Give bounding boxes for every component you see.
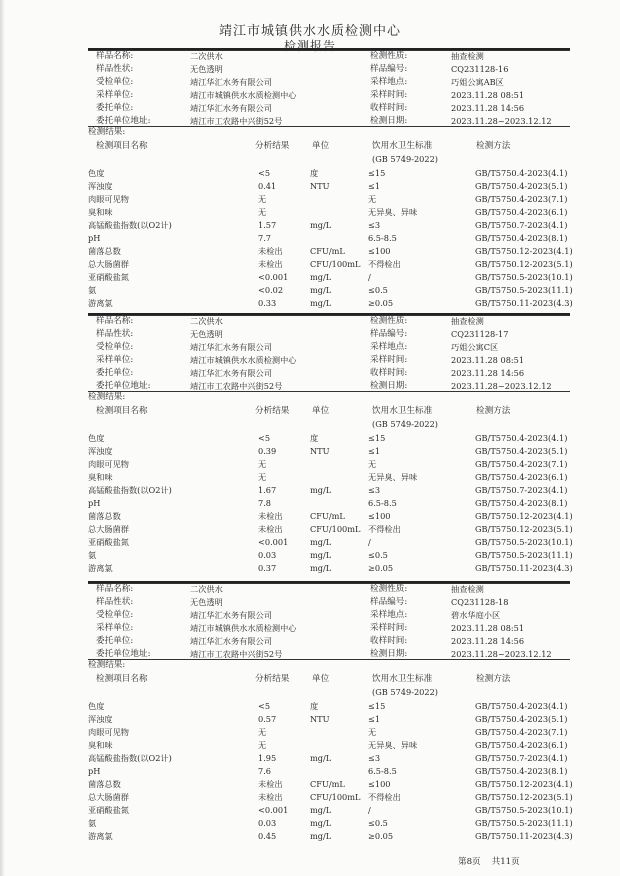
- table-row-unit: 度: [310, 168, 319, 178]
- table-row-method: GB/T5750.5-2023(10.1): [475, 805, 573, 815]
- table-row-standard: ≥0.05: [368, 831, 394, 841]
- results-label: 检测结果:: [88, 392, 126, 402]
- client-unit-value: 靖江华汇水务有限公司: [190, 368, 272, 378]
- test-date-value: 2023.11.28~2023.12.12: [451, 649, 552, 659]
- table-row-result: 0.57: [258, 714, 277, 724]
- table-row-item: 氨: [88, 550, 97, 560]
- table-row-method: GB/T5750.4-2023(8.1): [475, 233, 568, 243]
- table-row-result: 7.8: [258, 498, 272, 508]
- table-row-item: 高锰酸盐指数(以O2计): [88, 220, 172, 230]
- table-row-standard: ≤3: [368, 220, 381, 230]
- table-row-item: 总大肠菌群: [88, 792, 129, 802]
- sampling-unit-value: 靖江市城镇供水水质检测中心: [190, 355, 297, 365]
- table-row-method: GB/T5750.7-2023(4.1): [475, 753, 568, 763]
- col-header-result: 分析结果: [255, 141, 290, 151]
- test-date-value: 2023.11.28~2023.12.12: [451, 381, 552, 391]
- receive-time-value: 2023.11.28 14:56: [451, 368, 525, 378]
- meta-label-sampling-unit: 采样单位:: [96, 623, 134, 633]
- sample-nature-value: 无色透明: [190, 329, 223, 339]
- meta-label-sampling-location: 采样地点:: [370, 77, 408, 87]
- table-row-item: 色度: [88, 701, 105, 711]
- table-row-item: 肉眼可见物: [88, 194, 129, 204]
- table-row-method: GB/T5750.12-2023(4.1): [475, 511, 573, 521]
- table-row-standard: ≤0.5: [368, 818, 388, 828]
- sampling-time-value: 2023.11.28 08:51: [451, 623, 525, 633]
- sampling-time-value: 2023.11.28 08:51: [451, 355, 525, 365]
- sample-no-value: CQ231128-16: [451, 64, 509, 74]
- meta-label-test-date: 检测日期:: [370, 381, 408, 391]
- table-row-unit: CFU/100mL: [310, 792, 361, 802]
- table-row-unit: mg/L: [310, 550, 332, 560]
- page-number: 第8页: [458, 857, 481, 867]
- table-row-unit: CFU/100mL: [310, 524, 361, 534]
- table-row-standard: /: [368, 805, 371, 815]
- sampling-unit-value: 靖江市城镇供水水质检测中心: [190, 623, 297, 633]
- meta-label-sampling-location: 采样地点:: [370, 342, 408, 352]
- block-top-rule-inner: [88, 50, 570, 51]
- table-row-item: pH: [88, 766, 101, 776]
- table-row-method: GB/T5750.4-2023(6.1): [475, 207, 568, 217]
- table-row-standard: ≤100: [368, 779, 391, 789]
- table-row-result: 未检出: [258, 792, 283, 802]
- meta-label-sample-no: 样品编号:: [370, 64, 408, 74]
- table-row-result: 无: [258, 207, 267, 217]
- table-row-standard: 不得检出: [368, 792, 401, 802]
- col-header-standard: 饮用水卫生标准: [372, 674, 433, 684]
- table-row-method: GB/T5750.5-2023(10.1): [475, 537, 573, 547]
- table-row-unit: mg/L: [310, 831, 332, 841]
- meta-label-client-address: 委托单位地址:: [96, 116, 151, 126]
- meta-label-test-nature: 检测性质:: [370, 584, 408, 594]
- table-row-unit: mg/L: [310, 805, 332, 815]
- results-label: 检测结果:: [88, 127, 126, 137]
- table-row-standard: 无: [368, 727, 377, 737]
- table-row-result: 7.7: [258, 233, 272, 243]
- table-row-unit: mg/L: [310, 285, 332, 295]
- table-row-unit: NTU: [310, 446, 330, 456]
- results-divider: [88, 391, 570, 392]
- table-row-method: GB/T5750.7-2023(4.1): [475, 485, 568, 495]
- table-row-result: 无: [258, 727, 267, 737]
- table-row-standard: ≤15: [368, 433, 386, 443]
- table-row-standard: ≥0.05: [368, 563, 394, 573]
- scan-edge-shadow: [0, 0, 5, 876]
- receive-time-value: 2023.11.28 14:56: [451, 103, 525, 113]
- table-row-item: 游离氯: [88, 563, 113, 573]
- table-row-result: <5: [258, 168, 271, 178]
- table-row-method: GB/T5750.4-2023(8.1): [475, 766, 568, 776]
- table-row-unit: mg/L: [310, 272, 332, 282]
- table-row-item: 臭和味: [88, 207, 113, 217]
- meta-label-sampling-time: 采样时间:: [370, 90, 408, 100]
- table-row-standard: 无异臭、异味: [368, 207, 418, 217]
- table-row-unit: mg/L: [310, 563, 332, 573]
- results-divider: [88, 659, 570, 660]
- table-row-unit: mg/L: [310, 485, 332, 495]
- table-row-unit: CFU/mL: [310, 779, 345, 789]
- table-row-standard: ≤15: [368, 701, 386, 711]
- page-total: 共11页: [491, 857, 520, 867]
- table-row-method: GB/T5750.5-2023(11.1): [475, 818, 573, 828]
- client-address-value: 靖江市工农路中兴街52号: [190, 381, 283, 391]
- table-row-item: 亚硝酸盐氮: [88, 805, 129, 815]
- test-date-value: 2023.11.28~2023.12.12: [451, 116, 552, 126]
- table-row-result: 未检出: [258, 779, 283, 789]
- table-row-method: GB/T5750.5-2023(11.1): [475, 285, 573, 295]
- table-row-standard: ≥0.05: [368, 298, 394, 308]
- col-header-method: 检测方法: [476, 141, 511, 151]
- table-row-method: GB/T5750.4-2023(7.1): [475, 194, 568, 204]
- col-header-unit: 单位: [312, 141, 330, 151]
- sampling-location-value: 巧姐公寓C区: [451, 342, 499, 352]
- col-header-standard: 饮用水卫生标准: [372, 406, 433, 416]
- test-nature-value: 抽查检测: [451, 316, 484, 326]
- table-row-result: 无: [258, 740, 267, 750]
- table-row-standard: ≤0.5: [368, 550, 388, 560]
- client-unit-value: 靖江华汇水务有限公司: [190, 103, 272, 113]
- meta-label-sample-name: 样品名称:: [96, 584, 134, 594]
- client-address-value: 靖江市工农路中兴街52号: [190, 649, 283, 659]
- table-row-method: GB/T5750.12-2023(4.1): [475, 779, 573, 789]
- table-row-result: <0.001: [258, 805, 289, 815]
- table-row-item: 高锰酸盐指数(以O2计): [88, 485, 172, 495]
- table-row-standard: 无: [368, 194, 377, 204]
- test-nature-value: 抽查检测: [451, 584, 484, 594]
- meta-label-receive-time: 收样时间:: [370, 368, 408, 378]
- table-row-method: GB/T5750.11-2023(4.3): [475, 831, 573, 841]
- client-unit-value: 靖江华汇水务有限公司: [190, 636, 272, 646]
- table-row-item: 臭和味: [88, 740, 113, 750]
- receive-time-value: 2023.11.28 14:56: [451, 636, 525, 646]
- client-address-value: 靖江市工农路中兴街52号: [190, 116, 283, 126]
- meta-label-inspected-unit: 受检单位:: [96, 77, 134, 87]
- sampling-unit-value: 靖江市城镇供水水质检测中心: [190, 90, 297, 100]
- col-header-unit: 单位: [312, 674, 330, 684]
- meta-label-sampling-unit: 采样单位:: [96, 90, 134, 100]
- meta-label-client-address: 委托单位地址:: [96, 381, 151, 391]
- results-label: 检测结果:: [88, 660, 126, 670]
- test-nature-value: 抽查检测: [451, 51, 484, 61]
- meta-label-test-nature: 检测性质:: [370, 51, 408, 61]
- table-row-standard: 无异臭、异味: [368, 740, 418, 750]
- meta-label-inspected-unit: 受检单位:: [96, 610, 134, 620]
- table-row-method: GB/T5750.7-2023(4.1): [475, 220, 568, 230]
- col-header-result: 分析结果: [255, 674, 290, 684]
- table-row-unit: mg/L: [310, 537, 332, 547]
- meta-label-sample-name: 样品名称:: [96, 51, 134, 61]
- table-row-unit: CFU/100mL: [310, 259, 361, 269]
- meta-label-receive-time: 收样时间:: [370, 636, 408, 646]
- table-row-item: pH: [88, 498, 101, 508]
- meta-label-sample-name: 样品名称:: [96, 316, 134, 326]
- table-row-standard: ≤1: [368, 714, 381, 724]
- table-row-standard: 无异臭、异味: [368, 472, 418, 482]
- table-row-standard: /: [368, 537, 371, 547]
- table-row-result: <0.001: [258, 272, 289, 282]
- table-row-method: GB/T5750.4-2023(4.1): [475, 701, 568, 711]
- table-row-standard: ≤0.5: [368, 285, 388, 295]
- sample-no-value: CQ231128-18: [451, 597, 509, 607]
- table-row-item: 菌落总数: [88, 246, 121, 256]
- table-row-standard: 6.5-8.5: [368, 766, 397, 776]
- table-row-item: 氨: [88, 285, 97, 295]
- col-header-standard-code: (GB 5749-2022): [372, 154, 438, 164]
- table-row-standard: ≤3: [368, 753, 381, 763]
- table-row-standard: 不得检出: [368, 524, 401, 534]
- table-row-method: GB/T5750.4-2023(6.1): [475, 740, 568, 750]
- meta-label-client-address: 委托单位地址:: [96, 649, 151, 659]
- table-row-result: 0.41: [258, 181, 277, 191]
- report-title: 检测报告: [283, 39, 336, 53]
- sampling-location-value: 碧水华庭小区: [451, 610, 501, 620]
- table-row-unit: mg/L: [310, 220, 332, 230]
- results-divider: [88, 126, 570, 127]
- table-row-item: 亚硝酸盐氮: [88, 272, 129, 282]
- meta-label-sample-nature: 样品性状:: [96, 64, 134, 74]
- table-row-method: GB/T5750.4-2023(5.1): [475, 714, 568, 724]
- table-row-item: 肉眼可见物: [88, 459, 129, 469]
- page-footer: [458, 855, 520, 867]
- meta-label-client-unit: 委托单位:: [96, 636, 134, 646]
- table-row-method: GB/T5750.12-2023(5.1): [475, 524, 573, 534]
- table-row-item: 菌落总数: [88, 779, 121, 789]
- table-row-unit: NTU: [310, 181, 330, 191]
- meta-label-sample-no: 样品编号:: [370, 329, 408, 339]
- table-row-result: 未检出: [258, 246, 283, 256]
- meta-label-sampling-time: 采样时间:: [370, 355, 408, 365]
- table-row-method: GB/T5750.11-2023(4.3): [475, 563, 573, 573]
- sampling-time-value: 2023.11.28 08:51: [451, 90, 525, 100]
- table-row-item: 高锰酸盐指数(以O2计): [88, 753, 172, 763]
- col-header-standard-code: (GB 5749-2022): [372, 419, 438, 429]
- sample-no-value: CQ231128-17: [451, 329, 509, 339]
- table-row-method: GB/T5750.11-2023(4.3): [475, 298, 573, 308]
- table-row-standard: /: [368, 272, 371, 282]
- col-header-method: 检测方法: [476, 674, 511, 684]
- table-row-method: GB/T5750.4-2023(8.1): [475, 498, 568, 508]
- table-row-result: <0.02: [258, 285, 284, 295]
- table-row-result: 无: [258, 459, 267, 469]
- table-row-item: 浑浊度: [88, 181, 113, 191]
- table-row-item: 亚硝酸盐氮: [88, 537, 129, 547]
- sample-nature-value: 无色透明: [190, 64, 223, 74]
- table-row-item: 浑浊度: [88, 446, 113, 456]
- block-top-rule-inner: [88, 315, 570, 316]
- table-row-method: GB/T5750.12-2023(5.1): [475, 792, 573, 802]
- table-row-result: 0.03: [258, 818, 277, 828]
- table-row-item: 色度: [88, 433, 105, 443]
- lab-title: 靖江市城镇供水水质检测中心: [218, 24, 401, 39]
- table-row-standard: ≤1: [368, 446, 381, 456]
- table-row-method: GB/T5750.4-2023(7.1): [475, 727, 568, 737]
- meta-label-test-date: 检测日期:: [370, 649, 408, 659]
- meta-label-client-unit: 委托单位:: [96, 103, 134, 113]
- table-row-standard: 无: [368, 459, 377, 469]
- meta-label-receive-time: 收样时间:: [370, 103, 408, 113]
- table-row-item: 臭和味: [88, 472, 113, 482]
- table-row-method: GB/T5750.5-2023(10.1): [475, 272, 573, 282]
- table-row-result: <0.001: [258, 537, 289, 547]
- table-row-result: <5: [258, 701, 271, 711]
- sample-name-value: 二次供水: [190, 316, 223, 326]
- col-header-standard: 饮用水卫生标准: [372, 141, 433, 151]
- table-row-result: 无: [258, 194, 267, 204]
- table-row-method: GB/T5750.4-2023(6.1): [475, 472, 568, 482]
- table-row-standard: 6.5-8.5: [368, 233, 397, 243]
- table-row-unit: mg/L: [310, 753, 332, 763]
- table-row-item: 浑浊度: [88, 714, 113, 724]
- table-row-item: pH: [88, 233, 101, 243]
- table-row-standard: 6.5-8.5: [368, 498, 397, 508]
- table-row-method: GB/T5750.4-2023(5.1): [475, 446, 568, 456]
- col-header-item: 检测项目名称: [96, 674, 148, 684]
- table-row-standard: ≤100: [368, 511, 391, 521]
- table-row-result: 无: [258, 472, 267, 482]
- table-row-item: 游离氯: [88, 831, 113, 841]
- table-row-item: 总大肠菌群: [88, 524, 129, 534]
- table-row-result: <5: [258, 433, 271, 443]
- table-row-unit: CFU/mL: [310, 511, 345, 521]
- table-row-item: 总大肠菌群: [88, 259, 129, 269]
- inspected-unit-value: 靖江华汇水务有限公司: [190, 342, 272, 352]
- table-row-method: GB/T5750.4-2023(7.1): [475, 459, 568, 469]
- col-header-result: 分析结果: [255, 406, 290, 416]
- table-row-unit: mg/L: [310, 818, 332, 828]
- table-row-result: 1.95: [258, 753, 277, 763]
- table-row-item: 肉眼可见物: [88, 727, 129, 737]
- table-row-standard: ≤1: [368, 181, 381, 191]
- table-row-result: 0.33: [258, 298, 277, 308]
- table-row-standard: ≤100: [368, 246, 391, 256]
- meta-label-test-date: 检测日期:: [370, 116, 408, 126]
- meta-label-test-nature: 检测性质:: [370, 316, 408, 326]
- table-row-result: 未检出: [258, 259, 283, 269]
- table-row-method: GB/T5750.4-2023(4.1): [475, 433, 568, 443]
- col-header-item: 检测项目名称: [96, 406, 148, 416]
- table-row-unit: NTU: [310, 714, 330, 724]
- meta-label-sampling-location: 采样地点:: [370, 610, 408, 620]
- table-row-result: 0.45: [258, 831, 277, 841]
- block-top-rule-inner: [88, 583, 570, 584]
- table-row-method: GB/T5750.4-2023(5.1): [475, 181, 568, 191]
- table-row-result: 1.67: [258, 485, 277, 495]
- table-row-unit: 度: [310, 433, 319, 443]
- table-row-item: 菌落总数: [88, 511, 121, 521]
- meta-label-inspected-unit: 受检单位:: [96, 342, 134, 352]
- col-header-unit: 单位: [312, 406, 330, 416]
- table-row-unit: CFU/mL: [310, 246, 345, 256]
- table-row-method: GB/T5750.12-2023(4.1): [475, 246, 573, 256]
- table-row-result: 0.03: [258, 550, 277, 560]
- table-row-standard: ≤15: [368, 168, 386, 178]
- table-row-item: 游离氯: [88, 298, 113, 308]
- meta-label-sampling-unit: 采样单位:: [96, 355, 134, 365]
- table-row-result: 0.39: [258, 446, 277, 456]
- table-row-unit: mg/L: [310, 298, 332, 308]
- table-row-standard: ≤3: [368, 485, 381, 495]
- col-header-item: 检测项目名称: [96, 141, 148, 151]
- inspected-unit-value: 靖江华汇水务有限公司: [190, 77, 272, 87]
- sample-name-value: 二次供水: [190, 584, 223, 594]
- meta-label-sampling-time: 采样时间:: [370, 623, 408, 633]
- col-header-method: 检测方法: [476, 406, 511, 416]
- table-row-standard: 不得检出: [368, 259, 401, 269]
- table-row-result: 0.37: [258, 563, 277, 573]
- table-row-result: 1.57: [258, 220, 277, 230]
- meta-label-sample-no: 样品编号:: [370, 597, 408, 607]
- table-row-method: GB/T5750.4-2023(4.1): [475, 168, 568, 178]
- table-row-item: 色度: [88, 168, 105, 178]
- table-row-unit: 度: [310, 701, 319, 711]
- inspected-unit-value: 靖江华汇水务有限公司: [190, 610, 272, 620]
- col-header-standard-code: (GB 5749-2022): [372, 687, 438, 697]
- meta-label-client-unit: 委托单位:: [96, 368, 134, 378]
- meta-label-sample-nature: 样品性状:: [96, 329, 134, 339]
- table-row-method: GB/T5750.12-2023(5.1): [475, 259, 573, 269]
- table-row-item: 氨: [88, 818, 97, 828]
- meta-label-sample-nature: 样品性状:: [96, 597, 134, 607]
- table-row-result: 未检出: [258, 524, 283, 534]
- sampling-location-value: 巧姐公寓AB区: [451, 77, 504, 87]
- table-row-result: 7.6: [258, 766, 272, 776]
- table-row-result: 未检出: [258, 511, 283, 521]
- table-row-method: GB/T5750.5-2023(11.1): [475, 550, 573, 560]
- sample-nature-value: 无色透明: [190, 597, 223, 607]
- sample-name-value: 二次供水: [190, 51, 223, 61]
